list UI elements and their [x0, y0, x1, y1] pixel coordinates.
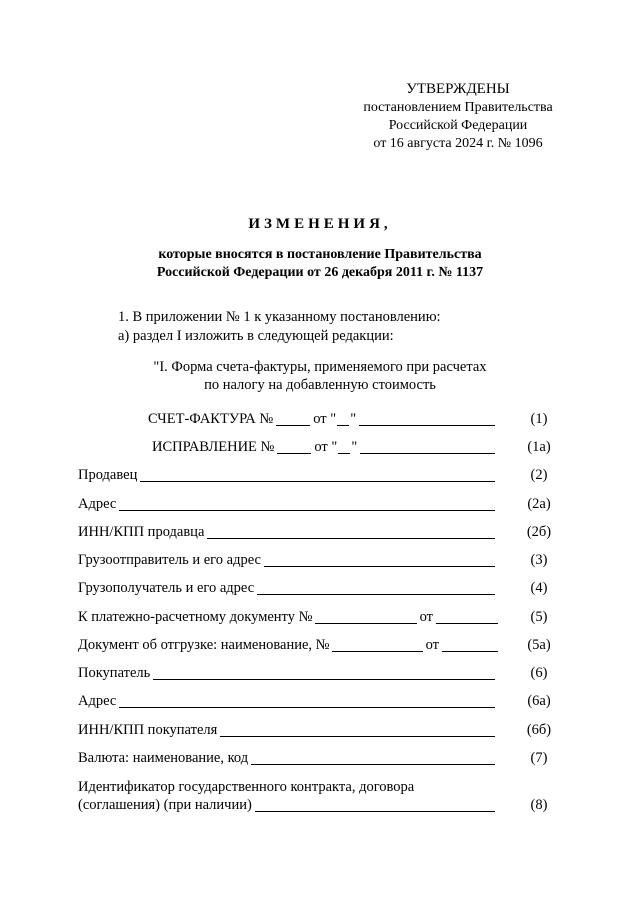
field-blank	[220, 722, 495, 737]
correction-label: ИСПРАВЛЕНИЕ №	[152, 439, 275, 455]
field-label: Адрес	[78, 496, 117, 512]
invoice-date-prefix: от	[313, 411, 327, 427]
approval-line-3: от 16 августа 2024 г. № 1096	[373, 136, 543, 151]
field-label: Покупатель	[78, 665, 151, 681]
row-number: (8)	[530, 797, 548, 813]
row-number: (7)	[530, 750, 548, 766]
row-number: (2б)	[526, 524, 552, 540]
field-shipping-document	[78, 636, 498, 654]
correction-number-row: ИСПРАВЛЕНИЕ № от " "	[152, 438, 498, 456]
field-label: ИНН/КПП покупателя	[78, 722, 218, 738]
subtitle-line-2: Российской Федерации от 26 декабря 2011 г. № 1137	[156, 265, 484, 280]
field-buyer	[78, 664, 498, 682]
row-number: (4)	[530, 580, 548, 596]
field-shipper	[78, 551, 498, 569]
form-title-line-1: "I. Форма счета-фактуры, применяемого при расчетах	[153, 359, 487, 375]
approval-line-1: постановлением Правительства	[363, 100, 553, 115]
field-consignee	[78, 579, 498, 597]
invoice-number-blank	[276, 411, 310, 426]
field-blank	[257, 580, 495, 595]
field-label: Адрес	[78, 693, 117, 709]
field-blank	[255, 797, 495, 812]
field-contract-label: Идентификатор государственного контракта, договора	[78, 779, 415, 795]
field-seller-address	[78, 495, 498, 513]
field-label: ИНН/КПП продавца	[78, 524, 205, 540]
correction-number-blank	[277, 439, 311, 454]
field-number-blank	[315, 609, 416, 624]
field-label: Грузоотправитель и его адрес	[78, 552, 261, 568]
invoice-label: СЧЕТ-ФАКТУРА №	[148, 411, 274, 427]
row-number: (2)	[530, 467, 548, 483]
field-blank	[153, 665, 495, 680]
field-label: Документ об отгрузке: наименование, №	[78, 637, 330, 653]
row-number: (6б)	[526, 722, 552, 738]
invoice-date-blank	[359, 411, 495, 426]
correction-day-blank	[338, 439, 350, 454]
field-date-blank	[442, 637, 498, 652]
document-title: ИЗМЕНЕНИЯ,	[248, 216, 392, 232]
form-title-line-2: по налогу на добавленную стоимость	[204, 377, 436, 393]
row-number: (1а)	[527, 439, 551, 455]
field-label: К платежно-расчетному документу №	[78, 609, 313, 625]
approval-line-2: Российской Федерации	[388, 118, 528, 133]
approval-heading: УТВЕРЖДЕНЫ	[406, 81, 510, 97]
document-subtitle	[0, 246, 640, 282]
invoice-number-row: СЧЕТ-ФАКТУРА № от " "	[148, 410, 498, 428]
field-payment-document	[78, 608, 498, 626]
field-seller-inn	[78, 523, 498, 541]
row-number: (3)	[530, 552, 548, 568]
row-number: (5)	[530, 609, 548, 625]
row-number: (1)	[530, 411, 548, 427]
field-date-blank	[436, 609, 498, 624]
field-date-prefix: от	[419, 609, 433, 625]
field-number-blank	[332, 637, 422, 652]
field-label: Грузополучатель и его адрес	[78, 580, 255, 596]
subtitle-line-1: которые вносятся в постановление Правительства	[158, 247, 482, 262]
field-buyer-inn	[78, 721, 498, 739]
field-contract	[78, 796, 498, 814]
invoice-day-blank	[337, 411, 349, 426]
field-seller	[78, 466, 498, 484]
row-number: (6)	[530, 665, 548, 681]
field-blank	[207, 524, 495, 539]
field-date-prefix: от	[425, 637, 439, 653]
row-number: (5а)	[527, 637, 551, 653]
correction-date-blank	[360, 439, 495, 454]
field-blank	[251, 750, 495, 765]
field-blank	[140, 467, 495, 482]
field-blank	[264, 552, 495, 567]
field-blank	[119, 496, 495, 511]
paragraph-2: а) раздел I изложить в следующей редакции:	[118, 328, 394, 344]
field-label: Валюта: наименование, код	[78, 750, 249, 766]
field-blank	[119, 693, 495, 708]
correction-date-prefix: от	[314, 439, 328, 455]
row-number: (6а)	[527, 693, 551, 709]
field-label: (соглашения) (при наличии)	[78, 797, 252, 813]
approval-block	[330, 79, 586, 153]
field-currency	[78, 749, 498, 767]
field-label: Продавец	[78, 467, 138, 483]
row-number: (2а)	[527, 496, 551, 512]
paragraph-1: 1. В приложении № 1 к указанному постановлению:	[118, 309, 441, 325]
field-buyer-address	[78, 692, 498, 710]
